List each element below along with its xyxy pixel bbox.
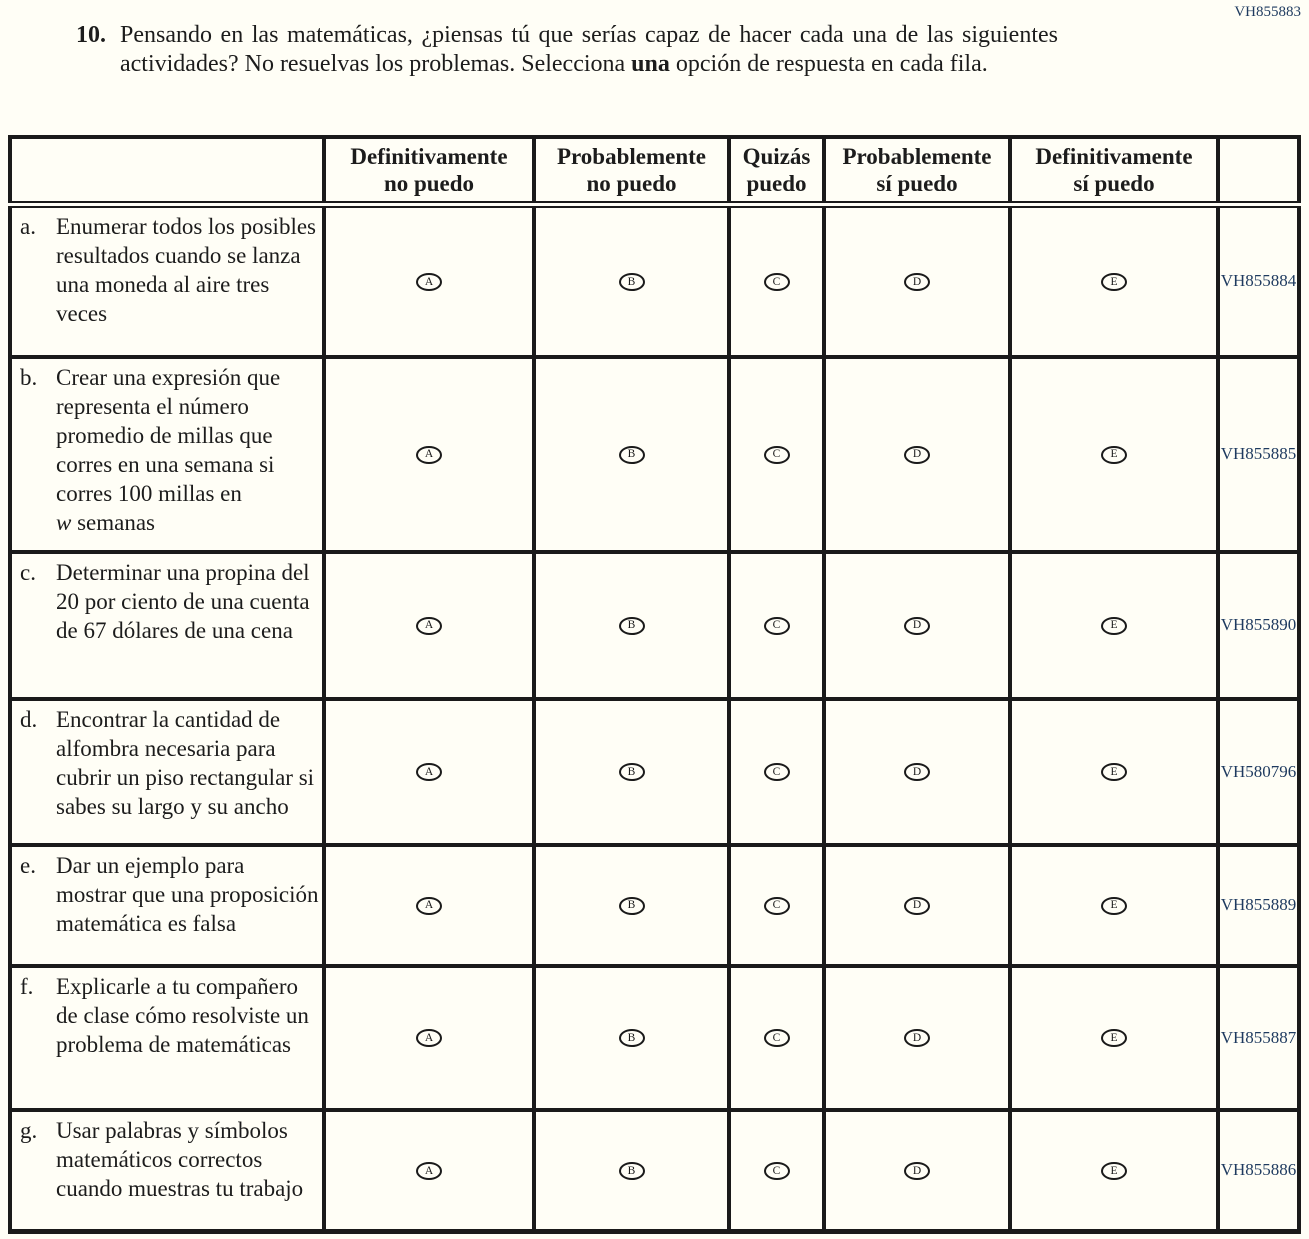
question-text: [120, 21, 1058, 79]
answer-bubble-d-B[interactable]: B: [619, 763, 645, 781]
answer-bubble-a-A[interactable]: A: [416, 273, 442, 291]
answer-bubble-c-E[interactable]: E: [1101, 617, 1127, 635]
row-label-e: e.: [20, 852, 36, 878]
option-cell-e-D[interactable]: [824, 845, 1010, 966]
question-block: [76, 21, 1058, 79]
option-cell-b-A[interactable]: [324, 357, 534, 552]
col-header-probably-yes-line2: sí puedo: [876, 171, 958, 196]
option-cell-a-D[interactable]: [824, 205, 1010, 357]
question-text-bold-word: una: [631, 51, 670, 77]
form-item-code: VH855883: [1234, 4, 1301, 20]
answer-bubble-e-C[interactable]: C: [764, 897, 790, 915]
row-label-a: a.: [20, 214, 36, 239]
option-cell-b-E[interactable]: [1010, 357, 1218, 552]
question-number: 10.: [76, 22, 106, 48]
col-header-maybe: [729, 137, 824, 205]
activity-text-b-tail: semanas: [77, 509, 156, 535]
option-cell-g-C[interactable]: [729, 1110, 824, 1232]
answer-bubble-g-C[interactable]: C: [764, 1162, 790, 1180]
option-cell-f-A[interactable]: [324, 966, 534, 1110]
option-cell-g-A[interactable]: [324, 1110, 534, 1232]
col-header-probably-yes-line1: Probablemente: [842, 144, 992, 169]
answer-bubble-e-D[interactable]: D: [904, 897, 930, 915]
answer-bubble-f-B[interactable]: B: [619, 1029, 645, 1047]
activity-text-d: Encontrar la cantidad de alfombra necesaria para cubrir un piso rectangular si sabes su largo y su ancho: [56, 706, 315, 819]
activity-row-b: [10, 357, 1299, 552]
option-cell-d-B[interactable]: [534, 699, 729, 845]
activity-text-e: Dar un ejemplo para mostrar que una proposición matemática es falsa: [56, 852, 319, 936]
option-cell-c-B[interactable]: [534, 552, 729, 699]
col-header-maybe-line2: puedo: [746, 171, 807, 196]
question-text-part1: Pensando en las matemáticas, ¿piensas tú que serías capaz de hacer cada una de las siguientes actividades? No resuelvas los problemas. Selecciona: [120, 22, 1058, 77]
answer-bubble-a-C[interactable]: C: [764, 273, 790, 291]
col-header-definitely-yes-line2: sí puedo: [1073, 171, 1155, 196]
answer-bubble-b-A[interactable]: A: [416, 446, 442, 464]
answer-bubble-f-D[interactable]: D: [904, 1029, 930, 1047]
activity-text-c: Determinar una propina del 20 por ciento de una cuenta de 67 dólares de una cena: [56, 559, 310, 643]
col-header-maybe-line1: Quizás: [742, 144, 811, 169]
option-cell-a-E[interactable]: [1010, 205, 1218, 357]
activity-column-header: [10, 137, 324, 205]
answer-bubble-b-B[interactable]: B: [619, 446, 645, 464]
answer-bubble-f-A[interactable]: A: [416, 1029, 442, 1047]
answer-bubble-d-E[interactable]: E: [1101, 763, 1127, 781]
activity-cell-c: [10, 552, 324, 699]
activity-cell-f: [10, 966, 324, 1110]
item-code-f: VH855887: [1218, 966, 1299, 1110]
activity-row-d: [10, 699, 1299, 845]
option-cell-a-B[interactable]: [534, 205, 729, 357]
activity-row-f: [10, 966, 1299, 1110]
answer-bubble-c-A[interactable]: A: [416, 617, 442, 635]
item-code-e: VH855889: [1218, 845, 1299, 966]
answer-bubble-d-A[interactable]: A: [416, 763, 442, 781]
answer-bubble-b-C[interactable]: C: [764, 446, 790, 464]
activity-cell-b: [10, 357, 324, 552]
option-cell-e-E[interactable]: [1010, 845, 1218, 966]
option-cell-c-A[interactable]: [324, 552, 534, 699]
option-cell-b-D[interactable]: [824, 357, 1010, 552]
row-label-c: c.: [20, 559, 36, 585]
answer-bubble-c-C[interactable]: C: [764, 617, 790, 635]
activity-row-e: [10, 845, 1299, 966]
option-cell-c-C[interactable]: [729, 552, 824, 699]
option-cell-d-D[interactable]: [824, 699, 1010, 845]
option-cell-f-D[interactable]: [824, 966, 1010, 1110]
activity-text-b-main: Crear una expresión que representa el número promedio de millas que corres en una semana si corres 100 millas en: [56, 364, 281, 506]
answer-bubble-f-E[interactable]: E: [1101, 1029, 1127, 1047]
col-header-definitely-no: [324, 137, 534, 205]
item-code-a: VH855884: [1218, 205, 1299, 357]
col-header-probably-no: [534, 137, 729, 205]
answer-bubble-g-B[interactable]: B: [619, 1162, 645, 1180]
answer-bubble-e-A[interactable]: A: [416, 897, 442, 915]
activity-row-c: [10, 552, 1299, 699]
answer-bubble-e-B[interactable]: B: [619, 897, 645, 915]
item-code-c: VH855890: [1218, 552, 1299, 699]
col-header-probably-no-line2: no puedo: [586, 171, 677, 196]
answer-bubble-g-A[interactable]: A: [416, 1162, 442, 1180]
activity-cell-e: [10, 845, 324, 966]
answer-bubble-g-D[interactable]: D: [904, 1162, 930, 1180]
activity-text-b-italic: w: [56, 509, 72, 535]
option-cell-a-A[interactable]: [324, 205, 534, 357]
answer-bubble-a-E[interactable]: E: [1101, 273, 1127, 291]
code-column-header: [1218, 137, 1299, 205]
col-header-probably-yes: [824, 137, 1010, 205]
answer-bubble-g-E[interactable]: E: [1101, 1162, 1127, 1180]
option-cell-c-E[interactable]: [1010, 552, 1218, 699]
col-header-probably-no-line1: Probablemente: [556, 144, 707, 169]
activity-cell-d: [10, 699, 324, 845]
option-cell-c-D[interactable]: [824, 552, 1010, 699]
row-label-d: d.: [20, 706, 38, 732]
response-matrix-table: [8, 135, 1301, 1234]
answer-bubble-a-B[interactable]: B: [619, 273, 645, 291]
row-label-f: f.: [20, 973, 34, 999]
question-text-part2: opción de respuesta en cada fila.: [675, 51, 988, 77]
answer-bubble-f-C[interactable]: C: [764, 1029, 790, 1047]
col-header-definitely-no-line2: no puedo: [383, 171, 475, 196]
activity-text-f: Explicarle a tu compañero de clase cómo resolviste un problema de matemáticas: [56, 973, 309, 1057]
activity-text-g: Usar palabras y símbolos matemáticos correctos cuando muestras tu trabajo: [56, 1117, 304, 1201]
item-code-g: VH855886: [1218, 1110, 1299, 1232]
option-cell-a-C[interactable]: [729, 205, 824, 357]
activity-row-g: [10, 1110, 1299, 1232]
option-cell-e-B[interactable]: [534, 845, 729, 966]
option-cell-f-B[interactable]: [534, 966, 729, 1110]
option-cell-b-B[interactable]: [534, 357, 729, 552]
option-cell-g-E[interactable]: [1010, 1110, 1218, 1232]
answer-bubble-b-D[interactable]: D: [904, 446, 930, 464]
row-label-b: b.: [20, 364, 38, 390]
col-header-definitely-yes: [1010, 137, 1218, 205]
option-cell-g-D[interactable]: [824, 1110, 1010, 1232]
option-cell-g-B[interactable]: [534, 1110, 729, 1232]
header-row: [10, 137, 1299, 205]
option-cell-e-A[interactable]: [324, 845, 534, 966]
col-header-definitely-yes-line1: Definitivamente: [1035, 144, 1193, 169]
answer-bubble-a-D[interactable]: D: [904, 273, 930, 291]
activity-text-b: [56, 363, 320, 537]
option-cell-d-A[interactable]: [324, 699, 534, 845]
activity-cell-a: [10, 205, 324, 357]
option-cell-d-C[interactable]: [729, 699, 824, 845]
option-cell-f-C[interactable]: [729, 966, 824, 1110]
item-code-d: VH580796: [1218, 699, 1299, 845]
option-cell-e-C[interactable]: [729, 845, 824, 966]
row-label-g: g.: [20, 1117, 38, 1143]
item-code-b: VH855885: [1218, 357, 1299, 552]
answer-bubble-c-D[interactable]: D: [904, 617, 930, 635]
option-cell-d-E[interactable]: [1010, 699, 1218, 845]
answer-bubble-d-C[interactable]: C: [764, 763, 790, 781]
activity-cell-g: [10, 1110, 324, 1232]
answer-bubble-e-E[interactable]: E: [1101, 897, 1127, 915]
option-cell-b-C[interactable]: [729, 357, 824, 552]
answer-bubble-b-E[interactable]: E: [1101, 446, 1127, 464]
activity-row-a: [10, 205, 1299, 357]
answer-bubble-d-D[interactable]: D: [904, 763, 930, 781]
answer-bubble-c-B[interactable]: B: [619, 617, 645, 635]
col-header-definitely-no-line1: Definitivamente: [350, 144, 508, 169]
activity-text-a: Enumerar todos los posibles resultados cuando se lanza una moneda al aire tres veces: [56, 214, 316, 326]
option-cell-f-E[interactable]: [1010, 966, 1218, 1110]
